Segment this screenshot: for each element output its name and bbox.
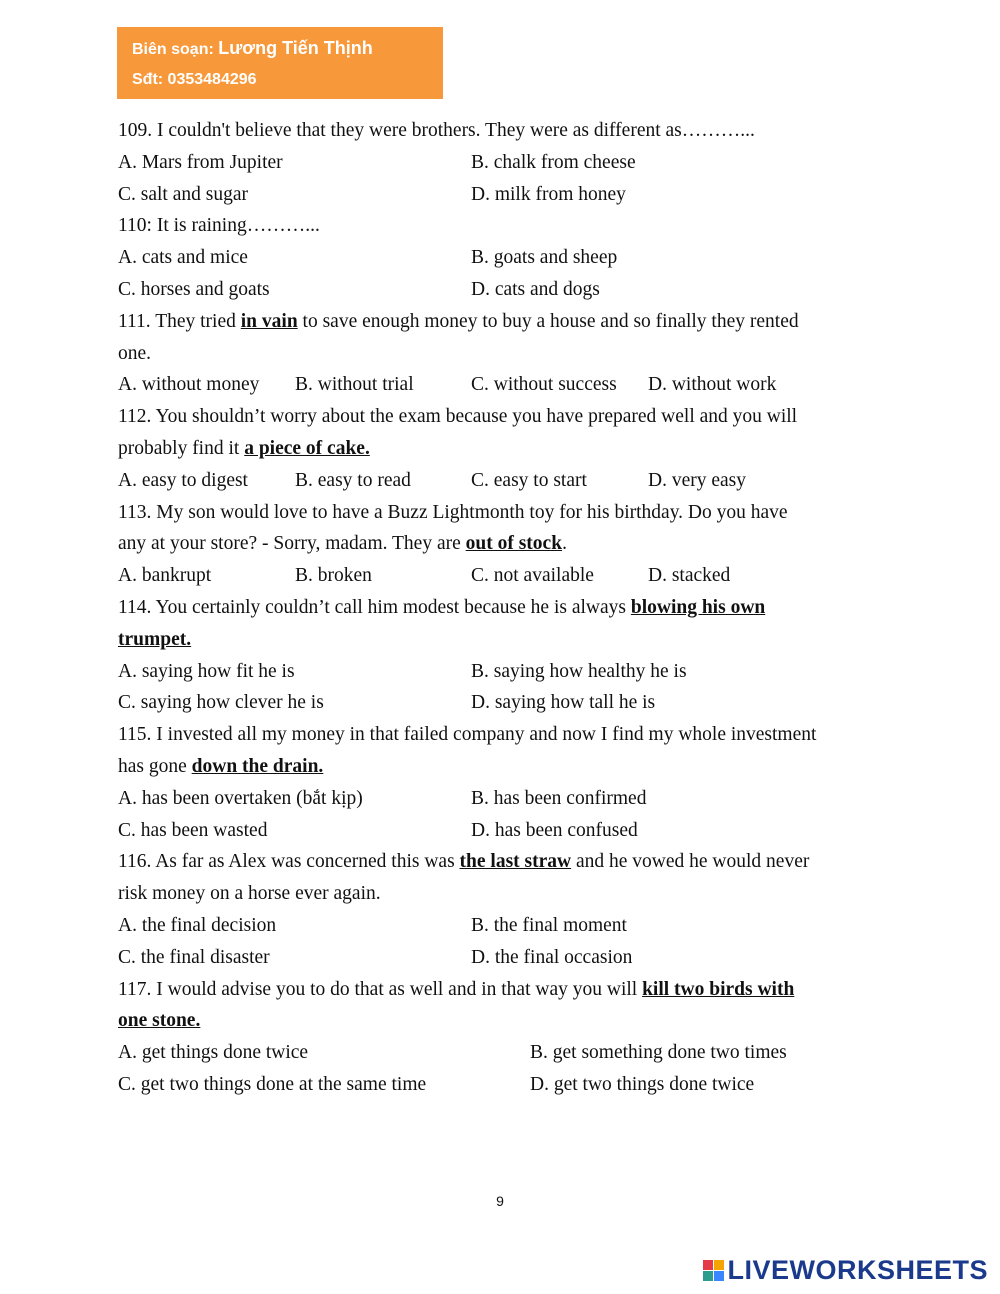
option-a[interactable]: A. the final decision: [118, 914, 277, 936]
question-text: 114. You certainly couldn’t call him modest because he is always: [118, 596, 631, 618]
option-a[interactable]: A. get things done twice: [118, 1042, 309, 1064]
question-113-cont: [118, 528, 888, 560]
highlighted-phrase: one stone.: [118, 1010, 201, 1032]
options-row: [118, 274, 888, 306]
question-text: any at your store? - Sorry, madam. They are: [118, 533, 466, 555]
option-a[interactable]: A. saying how fit he is: [118, 660, 295, 682]
question-text: probably find it: [118, 437, 245, 459]
option-b[interactable]: B. saying how healthy he is: [471, 660, 687, 682]
icon-square: [714, 1271, 724, 1281]
question-117-cont: [118, 1005, 888, 1037]
highlighted-phrase: kill two birds with: [642, 978, 795, 1000]
option-a[interactable]: A. easy to digest: [118, 469, 248, 491]
question-112: 112. You shouldn’t worry about the exam because you have prepared well and you will: [118, 406, 798, 428]
author-header: [117, 27, 443, 99]
option-a[interactable]: A. Mars from Jupiter: [118, 151, 283, 173]
options-row: [118, 910, 888, 942]
option-d[interactable]: D. stacked: [648, 565, 731, 587]
question-117: [118, 974, 888, 1006]
option-b[interactable]: B. chalk from cheese: [471, 151, 636, 173]
options-row: [118, 560, 888, 592]
option-c[interactable]: C. horses and goats: [118, 278, 270, 300]
question-116: [118, 846, 888, 878]
options-row: [118, 815, 888, 847]
options-row: [118, 242, 888, 274]
question-114-cont: [118, 624, 888, 656]
highlighted-phrase: in vain: [240, 310, 298, 332]
option-c[interactable]: C. salt and sugar: [118, 183, 248, 205]
question-115-cont: [118, 751, 888, 783]
option-d[interactable]: D. get two things done twice: [530, 1073, 755, 1095]
question-text: .: [562, 533, 567, 555]
liveworksheets-icon: [703, 1260, 724, 1281]
question-113: 113. My son would love to have a Buzz Lightmonth toy for his birthday. Do you have: [118, 501, 788, 523]
icon-square: [703, 1260, 713, 1270]
options-row: [118, 687, 888, 719]
question-text: and he vowed he would never: [571, 851, 810, 873]
question-text: has gone: [118, 755, 192, 777]
options-row: [118, 465, 888, 497]
option-c[interactable]: C. without success: [471, 374, 617, 396]
question-text: 111. They tried: [118, 310, 241, 332]
question-112-cont: [118, 433, 888, 465]
highlighted-phrase: trumpet.: [118, 628, 192, 650]
option-a[interactable]: A. without money: [118, 374, 260, 396]
liveworksheets-logo[interactable]: [703, 1255, 988, 1285]
options-row: [118, 942, 888, 974]
option-d[interactable]: D. milk from honey: [471, 183, 626, 205]
options-row: [118, 783, 888, 815]
question-109: 109. I couldn't believe that they were brothers. They were as different as………...: [118, 120, 755, 141]
liveworksheets-brand: LIVEWORKSHEETS: [727, 1254, 988, 1285]
highlighted-phrase: the last straw: [459, 851, 572, 873]
options-row: [118, 147, 888, 179]
question-text: 116. As far as Alex was concerned this was: [118, 851, 460, 873]
option-b[interactable]: B. goats and sheep: [471, 247, 618, 269]
question-116-cont: risk money on a horse ever again.: [118, 883, 381, 905]
question-text: 117. I would advise you to do that as well and in that way you will: [118, 978, 643, 1000]
option-c[interactable]: C. has been wasted: [118, 819, 268, 841]
page-number: 9: [496, 1193, 504, 1209]
option-c[interactable]: C. not available: [471, 565, 594, 587]
option-c[interactable]: C. saying how clever he is: [118, 692, 324, 714]
question-110: 110: It is raining………...: [118, 215, 320, 237]
highlighted-phrase: out of stock: [465, 533, 563, 555]
options-row: [118, 656, 888, 688]
highlighted-phrase: down the drain.: [191, 755, 324, 777]
question-111: [118, 306, 888, 338]
question-text: to save enough money to buy a house and so finally they rented: [297, 310, 799, 332]
option-d[interactable]: D. without work: [648, 374, 777, 396]
option-a[interactable]: A. has been overtaken (bắt kịp): [118, 787, 363, 809]
option-b[interactable]: B. the final moment: [471, 914, 627, 936]
option-c[interactable]: C. easy to start: [471, 469, 587, 491]
option-d[interactable]: D. cats and dogs: [471, 278, 600, 300]
author-prefix: Biên soạn:: [132, 41, 214, 58]
highlighted-phrase: a piece of cake.: [244, 437, 370, 459]
question-114: [118, 592, 888, 624]
option-b[interactable]: B. easy to read: [295, 469, 411, 491]
option-b[interactable]: B. broken: [295, 565, 372, 587]
option-c[interactable]: C. get two things done at the same time: [118, 1073, 427, 1095]
option-b[interactable]: B. has been confirmed: [471, 787, 647, 809]
option-c[interactable]: C. the final disaster: [118, 946, 270, 968]
worksheet-content: [118, 115, 888, 1101]
options-row: [118, 369, 888, 401]
option-d[interactable]: D. the final occasion: [471, 946, 633, 968]
phone-line: Sđt: 0353484296: [132, 71, 257, 88]
options-row: [118, 179, 888, 211]
option-b[interactable]: B. get something done two times: [530, 1042, 787, 1064]
question-111-cont: one.: [118, 342, 152, 364]
option-a[interactable]: A. cats and mice: [118, 247, 248, 269]
option-d[interactable]: D. very easy: [648, 469, 747, 491]
option-b[interactable]: B. without trial: [295, 374, 414, 396]
option-a[interactable]: A. bankrupt: [118, 565, 212, 587]
options-row: [118, 1037, 888, 1069]
icon-square: [703, 1271, 713, 1281]
option-d[interactable]: D. saying how tall he is: [471, 692, 656, 714]
author-line: [132, 37, 443, 69]
author-name: Lương Tiến Thịnh: [218, 38, 373, 58]
highlighted-phrase: blowing his own: [630, 596, 766, 618]
options-row: [118, 1069, 888, 1101]
question-115: 115. I invested all my money in that failed company and now I find my whole investment: [118, 724, 817, 746]
option-d[interactable]: D. has been confused: [471, 819, 638, 841]
icon-square: [714, 1260, 724, 1270]
